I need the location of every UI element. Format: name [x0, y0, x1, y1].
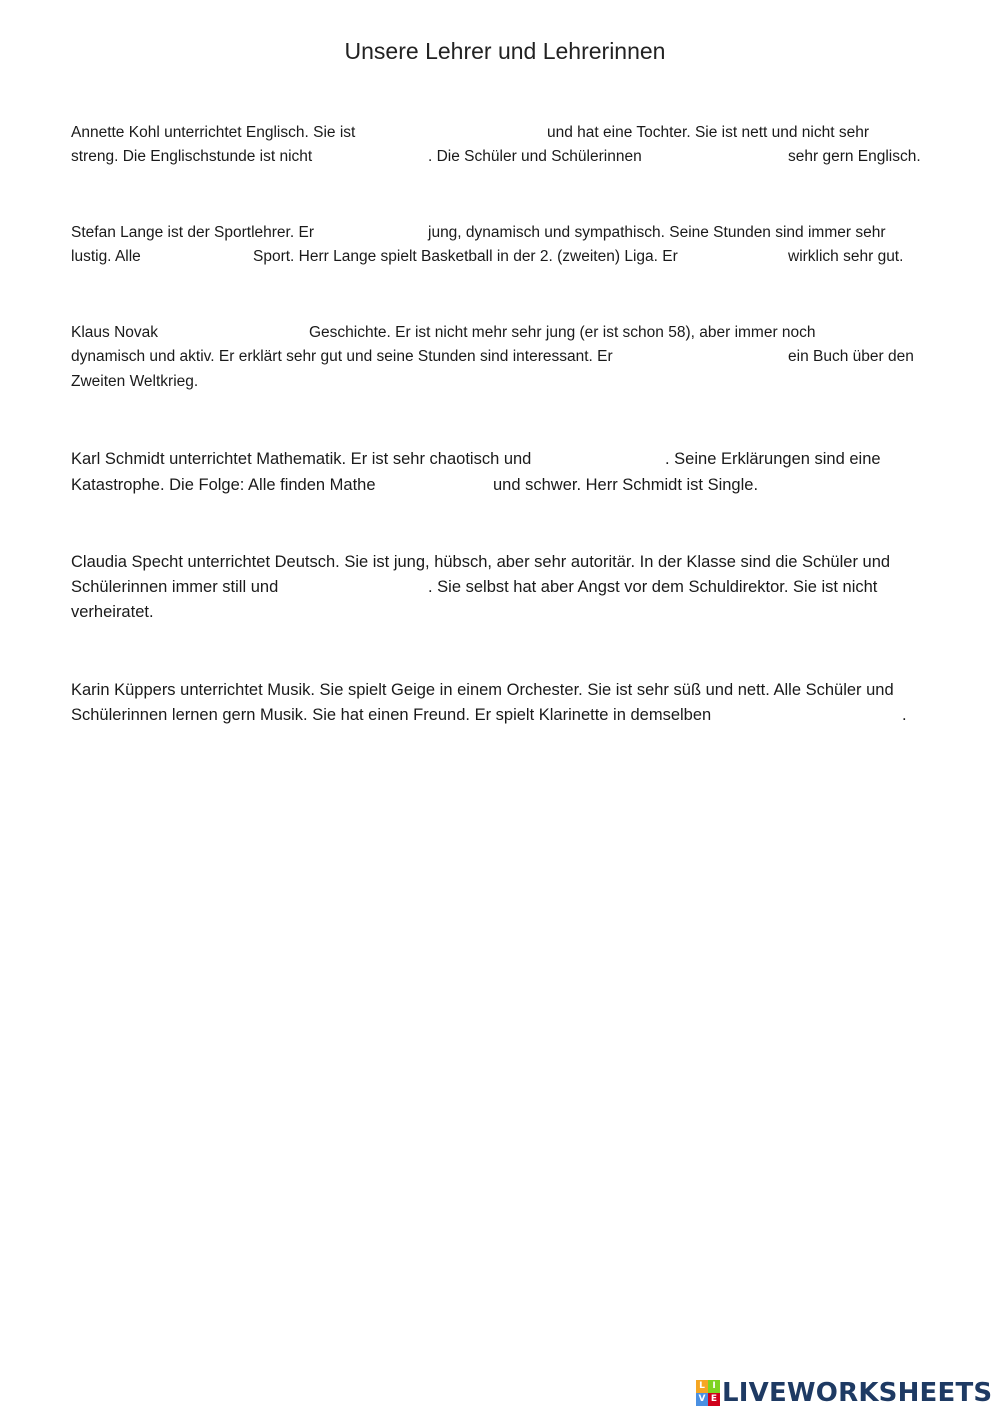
p6-text-3: . [902, 706, 907, 724]
p3-text-5: Zweiten Weltkrieg. [71, 373, 199, 390]
liveworksheets-brand-text: LIVEWORKSHEETS [722, 1378, 993, 1408]
logo-letter-i: I [708, 1380, 720, 1393]
p5-text-2: Schülerinnen immer still und [71, 578, 279, 596]
blank-10[interactable] [398, 474, 490, 496]
p2-text-1: Stefan Lange ist der Sportlehrer. Er [71, 224, 314, 241]
p2-text-5: wirklich sehr gut. [788, 248, 904, 265]
p3-text-1: Klaus Novak [71, 324, 159, 341]
p1-text-5: sehr gern Englisch. [788, 148, 921, 165]
liveworksheets-icon [696, 1380, 720, 1406]
blank-6[interactable] [712, 246, 786, 268]
p5-text-3: . Sie selbst hat aber Angst vor dem Schuldirektor. Sie ist nicht [428, 578, 878, 596]
p2-text-4: Sport. Herr Lange spielt Basketball in der 2. (zweiten) Liga. Er [253, 248, 678, 265]
p2-text-3: lustig. Alle [71, 248, 141, 265]
blank-5[interactable] [152, 246, 250, 268]
blank-12[interactable] [747, 704, 899, 726]
blank-4[interactable] [337, 222, 425, 244]
p3-text-4: ein Buch über den [788, 348, 914, 365]
p4-text-1: Karl Schmidt unterrichtet Mathematik. Er ist sehr chaotisch und [71, 450, 532, 468]
worksheet-title: Unsere Lehrer und Lehrerinnen [344, 38, 666, 64]
p1-text-3: streng. Die Englischstunde ist nicht [71, 148, 313, 165]
p6-text-2: Schülerinnen lernen gern Musik. Sie hat einen Freund. Er spielt Klarinette in demselben [71, 706, 712, 724]
logo-letter-e: E [708, 1393, 720, 1406]
p1-text-1: Annette Kohl unterrichtet Englisch. Sie ist [71, 124, 356, 141]
p1-text-4: . Die Schüler und Schülerinnen [428, 148, 642, 165]
logo-letter-v: V [696, 1393, 708, 1406]
p5-text-4: verheiratet. [71, 603, 154, 621]
blank-8[interactable] [664, 346, 785, 368]
logo-letter-l: L [696, 1380, 708, 1393]
liveworksheets-logo [696, 1376, 992, 1410]
p1-text-2: und hat eine Tochter. Sie ist nett und nicht sehr [547, 124, 869, 141]
blank-2[interactable] [336, 146, 428, 168]
blank-3[interactable] [660, 146, 785, 168]
p4-text-4: und schwer. Herr Schmidt ist Single. [493, 476, 759, 494]
blank-7[interactable] [166, 322, 306, 344]
p6-text-1: Karin Küppers unterrichtet Musik. Sie spielt Geige in einem Orchester. Sie ist sehr süß und nett. Alle Schüler und [71, 681, 894, 699]
p2-text-2: jung, dynamisch und sympathisch. Seine Stunden sind immer sehr [428, 224, 886, 241]
p4-text-3: Katastrophe. Die Folge: Alle finden Mathe [71, 476, 376, 494]
p3-text-2: Geschichte. Er ist nicht mehr sehr jung (er ist schon 58), aber immer noch [309, 324, 816, 341]
blank-1[interactable] [388, 122, 543, 144]
p5-text-1: Claudia Specht unterrichtet Deutsch. Sie ist jung, hübsch, aber sehr autoritär. In der Klasse sind die Schüler und [71, 553, 891, 571]
p3-text-3: dynamisch und aktiv. Er erklärt sehr gut und seine Stunden sind interessant. Er [71, 348, 613, 365]
blank-11[interactable] [297, 576, 425, 598]
blank-9[interactable] [553, 448, 663, 470]
p4-text-2: . Seine Erklärungen sind eine [665, 450, 881, 468]
